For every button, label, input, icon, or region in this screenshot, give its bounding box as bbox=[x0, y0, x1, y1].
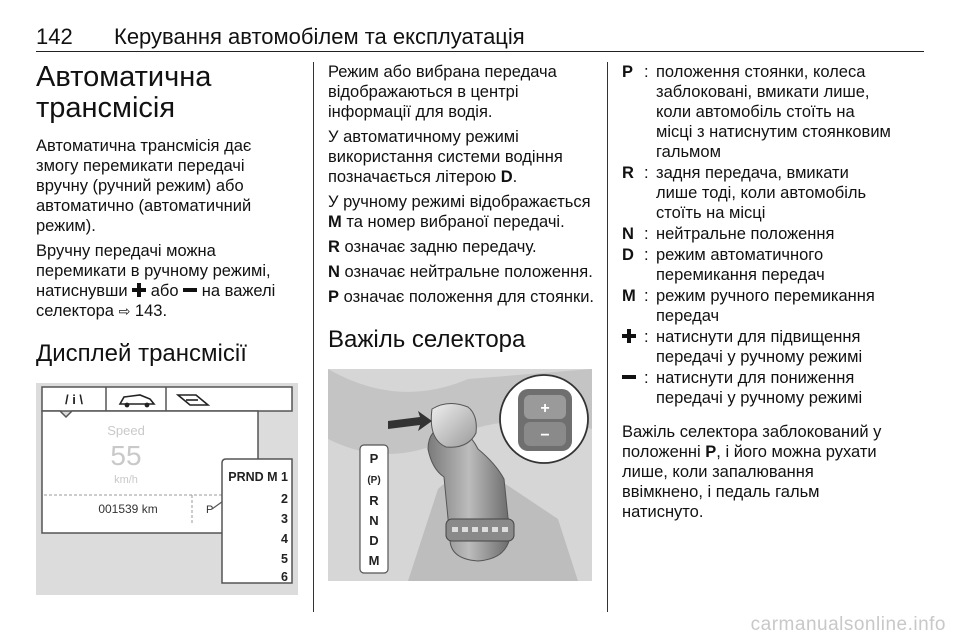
section-heading-line1: Автоматична bbox=[36, 61, 212, 93]
column-right bbox=[622, 62, 892, 527]
odometer: 001539 km bbox=[98, 502, 158, 516]
definition-item: P : положення стоянки, колеса заблоковані, вмикати лише, коли автомобіль стоїть на місці з натиснутим стоянковим гальмом bbox=[622, 63, 891, 161]
definition-item: M : режим ручного перемикання передач bbox=[622, 287, 875, 325]
chapter-title: Керування автомобілем та експлуатація bbox=[114, 24, 525, 49]
gear-letter: N bbox=[369, 513, 379, 528]
plus-icon bbox=[622, 327, 644, 367]
gear-definitions bbox=[622, 62, 892, 408]
section-heading-line2: трансмісія bbox=[36, 92, 176, 124]
gear-number: 5 bbox=[281, 552, 288, 566]
gear-indicator: P bbox=[206, 504, 214, 516]
subheading-selector: Важіль селектора bbox=[328, 326, 526, 353]
reverse-paragraph: R означає задню передачу. bbox=[328, 238, 537, 256]
column-divider-1 bbox=[313, 62, 314, 612]
minus-icon bbox=[622, 368, 644, 408]
page-header bbox=[36, 24, 924, 52]
lock-paragraph: Важіль селектора заблокований у положенні P, і його можна рухати лише, коли запалювання ввімкнено, і педаль гальм натиснуто. bbox=[622, 423, 882, 521]
column-left bbox=[36, 62, 298, 595]
transmission-display-illustration bbox=[36, 383, 298, 595]
gear-letter: M bbox=[368, 553, 380, 568]
speed-value: 55 bbox=[110, 440, 142, 471]
display-drawing bbox=[36, 383, 298, 595]
gear-number: 3 bbox=[281, 512, 288, 526]
page-ref-link[interactable]: 143. bbox=[134, 302, 168, 320]
speed-unit: km/h bbox=[114, 474, 138, 486]
subheading-display: Дисплей трансмісії bbox=[36, 340, 247, 367]
park-paragraph: P означає положення для стоянки. bbox=[328, 288, 595, 306]
manual-shift-paragraph: Вручну передачі можна перемикати в ручному режимі, натиснувши або на важелі селектора ⇨ 143. bbox=[36, 242, 276, 320]
gear-number: 6 bbox=[281, 570, 288, 584]
intro-paragraph: Автоматична трансмісія дає змогу перемикати передачі вручну (ручний режим) або автоматично (автоматичний режим). bbox=[36, 137, 252, 235]
selector-lever-illustration bbox=[328, 369, 592, 581]
prnd-label: PRND M 1 bbox=[228, 470, 288, 484]
definition-item: N : нейтральне положення bbox=[622, 225, 835, 243]
neutral-paragraph: N означає нейтральне положення. bbox=[328, 263, 593, 281]
display-tab-info: / i \ bbox=[64, 392, 84, 407]
auto-mode-paragraph: У автоматичному режимі використання системи водіння позначається літерою D. bbox=[328, 128, 563, 186]
speed-label: Speed bbox=[107, 423, 145, 438]
manual-mode-paragraph: У ручному режимі відображається M та номер вибраної передачі. bbox=[328, 193, 591, 231]
plus-icon bbox=[132, 283, 146, 297]
gear-letter: P bbox=[369, 451, 379, 466]
definition-item: : натиснути для пониження передачі у ручному режимі bbox=[622, 368, 892, 408]
gear-number: 2 bbox=[281, 492, 288, 506]
mode-display-paragraph: Режим або вибрана передача відображаються в центрі інформації для водія. bbox=[328, 63, 557, 121]
section-heading bbox=[36, 62, 298, 124]
parking-brake-icon: (P) bbox=[367, 475, 381, 486]
plus-icon: + bbox=[540, 400, 550, 417]
watermark: carmanualsonline.info bbox=[750, 614, 946, 635]
gear-letter: R bbox=[369, 493, 379, 508]
page-ref-arrow-icon: ⇨ bbox=[118, 303, 131, 319]
definition-item: R : задня передача, вмикати лише тоді, коли автомобіль стоїть на місці bbox=[622, 164, 867, 222]
gear-letter: D bbox=[369, 533, 379, 548]
minus-icon: − bbox=[540, 427, 550, 444]
minus-icon bbox=[183, 283, 197, 297]
gear-number: 4 bbox=[281, 532, 288, 546]
column-middle bbox=[328, 62, 596, 581]
selector-drawing bbox=[328, 369, 592, 581]
definition-item: D : режим автоматичного перемикання передач bbox=[622, 246, 825, 284]
column-divider-2 bbox=[607, 62, 608, 612]
page-number: 142 bbox=[36, 24, 73, 49]
definition-item: : натиснути для підвищення передачі у ручному режимі bbox=[622, 327, 892, 367]
